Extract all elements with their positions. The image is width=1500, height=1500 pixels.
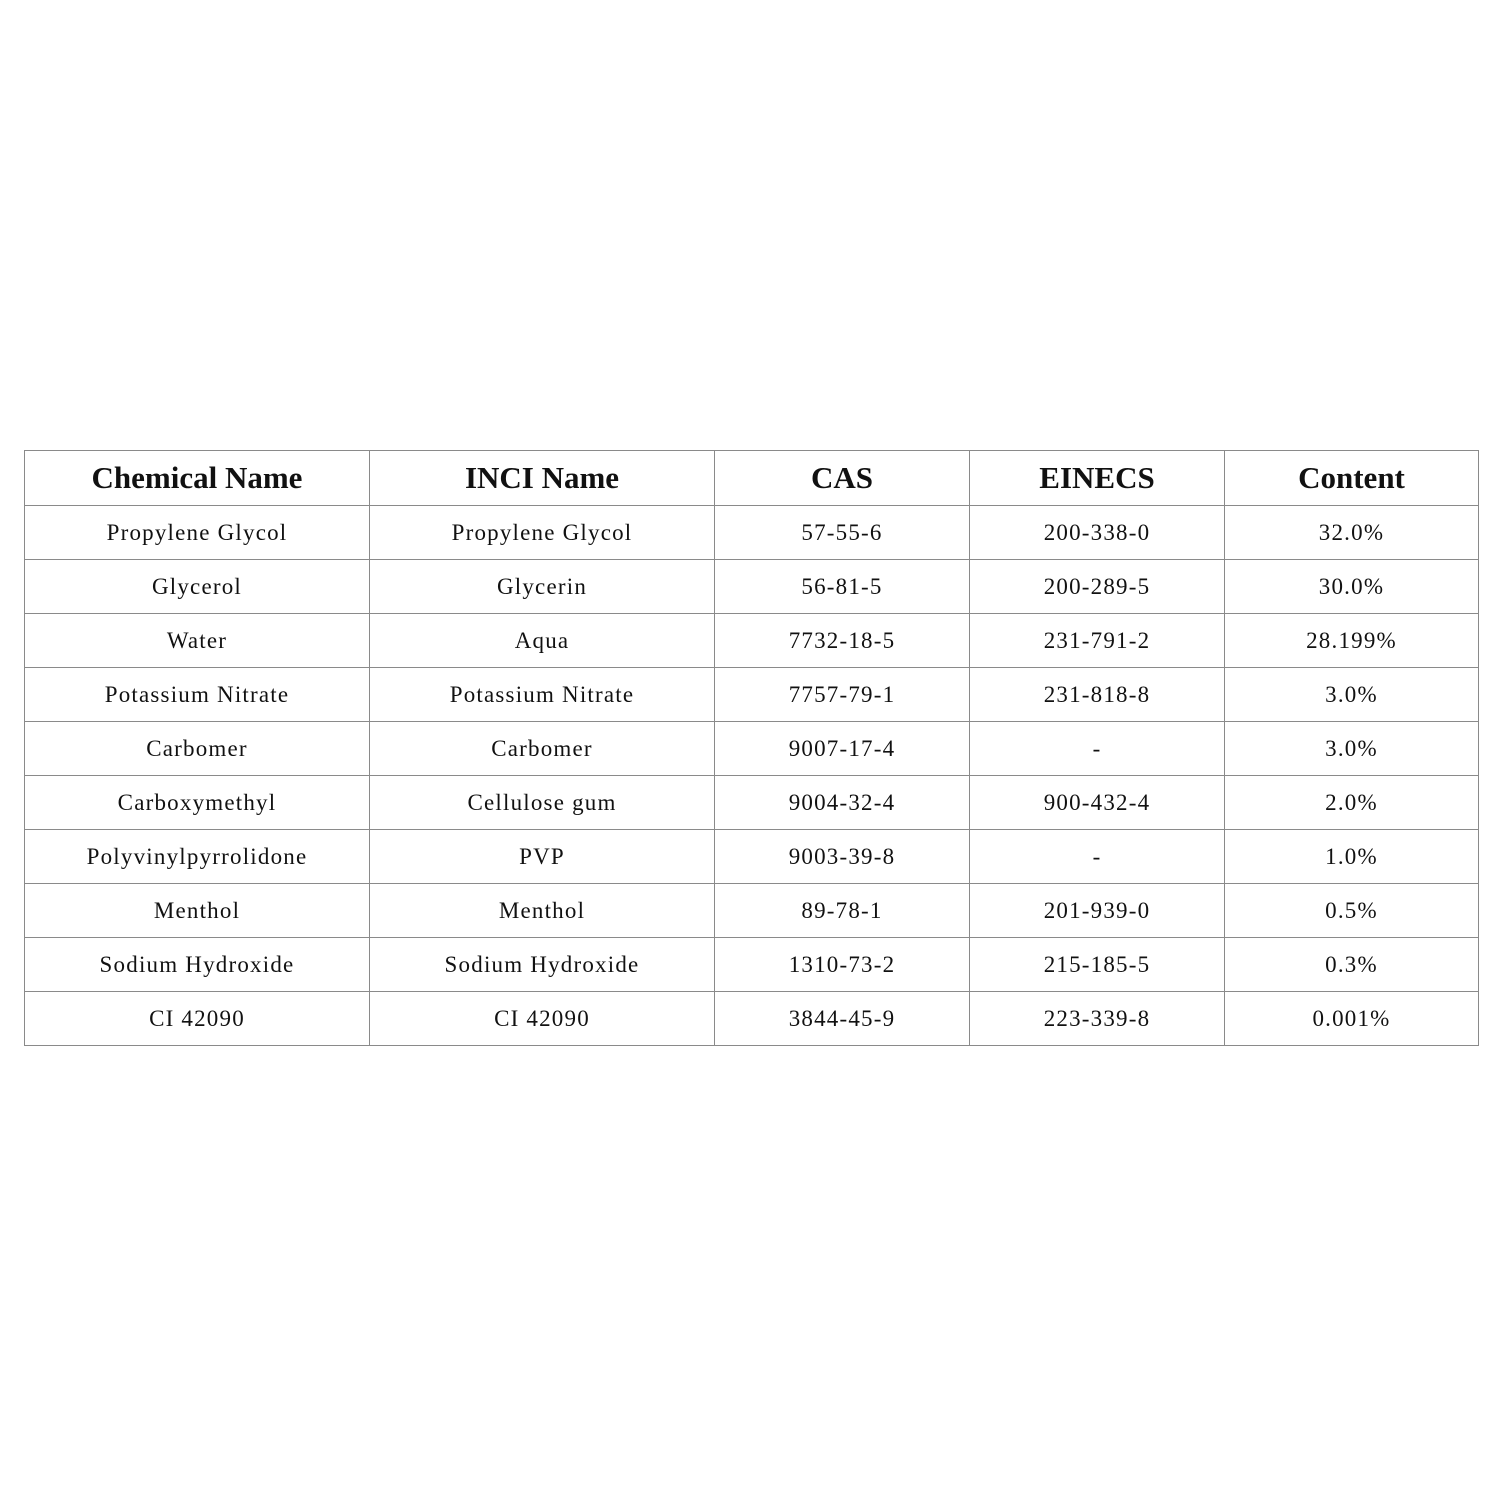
cell-cas: 9003-39-8: [715, 830, 970, 884]
cell-content: 1.0%: [1225, 830, 1479, 884]
cell-content: 2.0%: [1225, 776, 1479, 830]
table-row: [25, 992, 1479, 1046]
cell-chemical-name: CI 42090: [25, 992, 370, 1046]
table-row: [25, 776, 1479, 830]
cell-content: 0.3%: [1225, 938, 1479, 992]
cell-cas: 7757-79-1: [715, 668, 970, 722]
header-cas: CAS: [715, 451, 970, 506]
cell-einecs: 223-339-8: [970, 992, 1225, 1046]
cell-cas: 3844-45-9: [715, 992, 970, 1046]
cell-chemical-name: Carboxymethyl: [25, 776, 370, 830]
cell-chemical-name: Propylene Glycol: [25, 506, 370, 560]
cell-content: 28.199%: [1225, 614, 1479, 668]
table-header: [25, 451, 1479, 506]
header-einecs: EINECS: [970, 451, 1225, 506]
cell-chemical-name: Carbomer: [25, 722, 370, 776]
cell-inci-name: CI 42090: [370, 992, 715, 1046]
cell-cas: 1310-73-2: [715, 938, 970, 992]
cell-chemical-name: Potassium Nitrate: [25, 668, 370, 722]
table-row: [25, 560, 1479, 614]
cell-inci-name: Sodium Hydroxide: [370, 938, 715, 992]
cell-inci-name: Carbomer: [370, 722, 715, 776]
header-chemical-name: Chemical Name: [25, 451, 370, 506]
cell-cas: 57-55-6: [715, 506, 970, 560]
cell-content: 0.001%: [1225, 992, 1479, 1046]
header-row: [25, 451, 1479, 506]
cell-chemical-name: Menthol: [25, 884, 370, 938]
header-content: Content: [1225, 451, 1479, 506]
cell-chemical-name: Sodium Hydroxide: [25, 938, 370, 992]
table-row: [25, 722, 1479, 776]
ingredients-table: [24, 450, 1479, 1046]
cell-content: 0.5%: [1225, 884, 1479, 938]
cell-content: 30.0%: [1225, 560, 1479, 614]
cell-cas: 9004-32-4: [715, 776, 970, 830]
cell-einecs: -: [970, 830, 1225, 884]
cell-inci-name: Aqua: [370, 614, 715, 668]
table-row: [25, 614, 1479, 668]
ingredients-table-container: [24, 450, 1478, 1046]
cell-inci-name: Cellulose gum: [370, 776, 715, 830]
cell-cas: 56-81-5: [715, 560, 970, 614]
cell-chemical-name: Polyvinylpyrrolidone: [25, 830, 370, 884]
cell-einecs: 200-289-5: [970, 560, 1225, 614]
header-inci-name: INCI Name: [370, 451, 715, 506]
cell-chemical-name: Water: [25, 614, 370, 668]
cell-chemical-name: Glycerol: [25, 560, 370, 614]
cell-einecs: 231-791-2: [970, 614, 1225, 668]
cell-cas: 9007-17-4: [715, 722, 970, 776]
cell-einecs: -: [970, 722, 1225, 776]
cell-einecs: 231-818-8: [970, 668, 1225, 722]
cell-cas: 7732-18-5: [715, 614, 970, 668]
table-row: [25, 884, 1479, 938]
cell-einecs: 201-939-0: [970, 884, 1225, 938]
cell-inci-name: PVP: [370, 830, 715, 884]
table-row: [25, 938, 1479, 992]
cell-einecs: 900-432-4: [970, 776, 1225, 830]
table-body: [25, 506, 1479, 1046]
cell-einecs: 215-185-5: [970, 938, 1225, 992]
table-row: [25, 506, 1479, 560]
cell-inci-name: Glycerin: [370, 560, 715, 614]
cell-inci-name: Menthol: [370, 884, 715, 938]
cell-content: 3.0%: [1225, 668, 1479, 722]
cell-inci-name: Propylene Glycol: [370, 506, 715, 560]
cell-cas: 89-78-1: [715, 884, 970, 938]
table-row: [25, 830, 1479, 884]
cell-einecs: 200-338-0: [970, 506, 1225, 560]
cell-content: 32.0%: [1225, 506, 1479, 560]
cell-inci-name: Potassium Nitrate: [370, 668, 715, 722]
cell-content: 3.0%: [1225, 722, 1479, 776]
table-row: [25, 668, 1479, 722]
